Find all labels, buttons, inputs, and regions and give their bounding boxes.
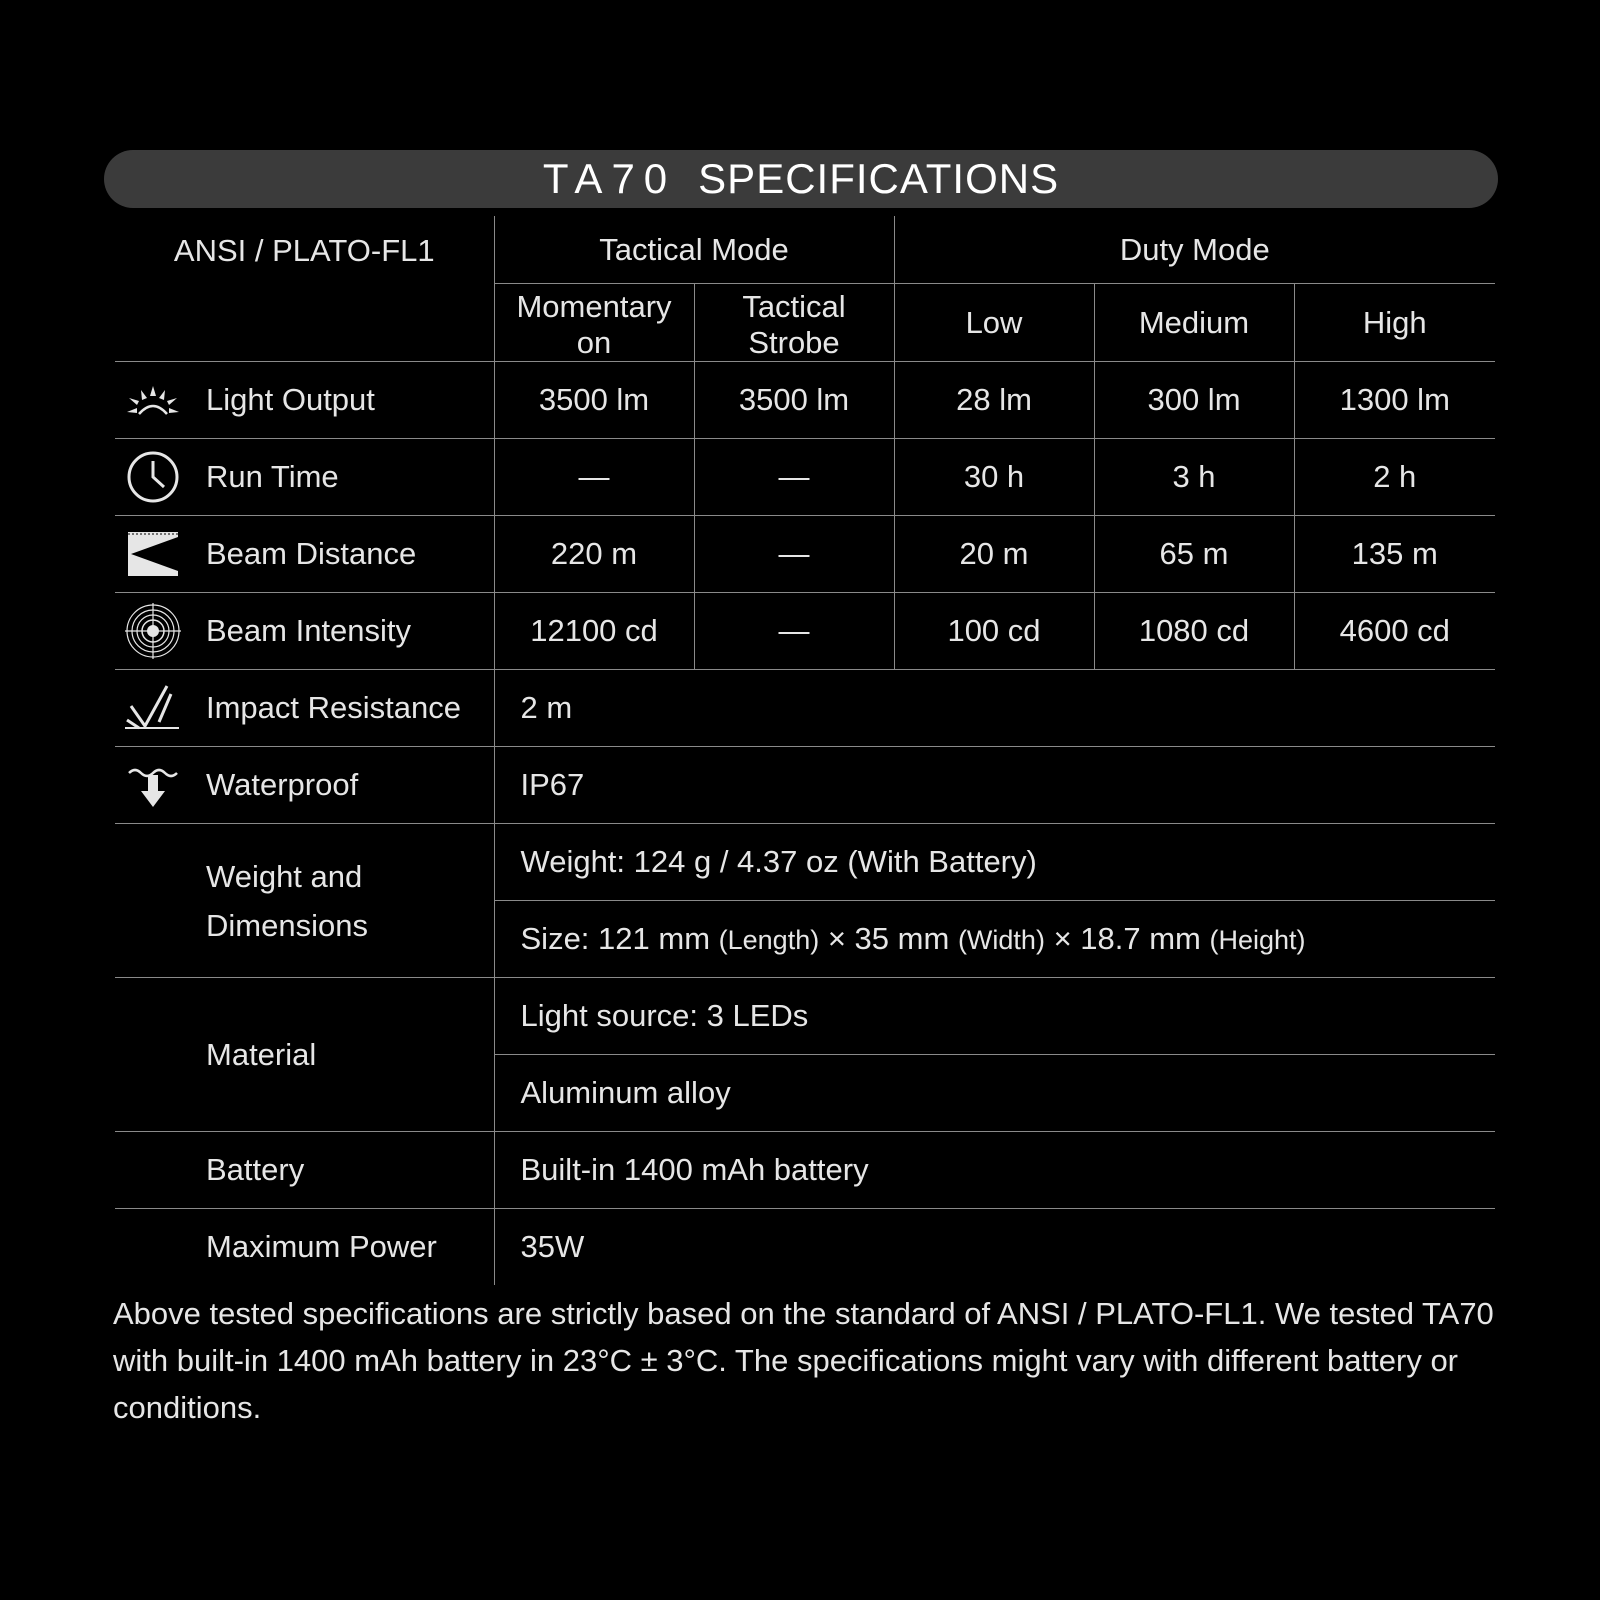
row-beam-distance — [115, 516, 1495, 593]
size-cell: Size: 121 mm (Length) × 35 mm (Width) × 18.7 mm (Height) — [494, 901, 1495, 978]
title-model: TA70 — [542, 155, 677, 202]
value-cell: 2 h — [1294, 439, 1495, 516]
label-battery: Battery — [115, 1132, 494, 1209]
value-cell: 2 m — [494, 670, 1495, 747]
spec-table — [115, 216, 1495, 1285]
value-cell: 35W — [494, 1209, 1495, 1286]
value-cell: 28 lm — [894, 362, 1094, 439]
waterproof-icon — [125, 757, 181, 813]
value-cell: — — [694, 593, 894, 670]
value-cell: — — [694, 439, 894, 516]
footnote: Above tested specifications are strictly based on the standard of ANSI / PLATO-FL1. We tested TA70 with built-in 1400 mAh battery in 23°C ± 3°C. The specifications might vary with different battery or conditions. — [113, 1296, 1494, 1425]
value-cell: — — [494, 439, 694, 516]
group-tactical-mode: Tactical Mode — [494, 216, 894, 284]
value-cell: 3500 lm — [694, 362, 894, 439]
value-cell: 3500 lm — [494, 362, 694, 439]
beam-distance-icon — [125, 526, 181, 582]
clock-icon — [125, 449, 181, 505]
value-cell: 3 h — [1094, 439, 1294, 516]
group-duty-mode: Duty Mode — [894, 216, 1495, 284]
label-material: Material — [115, 978, 494, 1132]
label-beam-distance: Beam Distance — [115, 516, 494, 593]
value-cell: 135 m — [1294, 516, 1495, 593]
label-light-output: Light Output — [115, 362, 494, 439]
row-beam-intensity — [115, 593, 1495, 670]
mode-low: Low — [894, 284, 1094, 362]
row-weight — [115, 824, 1495, 901]
title-label: SPECIFICATIONS — [698, 155, 1060, 202]
label-beam-intensity: Beam Intensity — [115, 593, 494, 670]
value-cell: Light source: 3 LEDs — [494, 978, 1495, 1055]
row-max-power — [115, 1209, 1495, 1286]
target-icon — [125, 603, 181, 659]
row-material-source — [115, 978, 1495, 1055]
value-cell: 100 cd — [894, 593, 1094, 670]
value-cell: 220 m — [494, 516, 694, 593]
row-run-time — [115, 439, 1495, 516]
value-cell: Aluminum alloy — [494, 1055, 1495, 1132]
row-waterproof — [115, 747, 1495, 824]
value-cell: 4600 cd — [1294, 593, 1495, 670]
impact-icon — [125, 680, 181, 736]
value-cell: 65 m — [1094, 516, 1294, 593]
mode-medium: Medium — [1094, 284, 1294, 362]
value-cell: 30 h — [894, 439, 1094, 516]
label-impact-resistance: Impact Resistance — [115, 670, 494, 747]
value-cell: 1300 lm — [1294, 362, 1495, 439]
standard-label: ANSI / PLATO-FL1 — [173, 232, 435, 268]
title-bar — [104, 150, 1498, 208]
value-cell: 12100 cd — [494, 593, 694, 670]
label-waterproof: Waterproof — [115, 747, 494, 824]
mode-momentary-on: Momentary on — [494, 284, 694, 362]
value-cell: Weight: 124 g / 4.37 oz (With Battery) — [494, 824, 1495, 901]
label-run-time: Run Time — [115, 439, 494, 516]
light-output-icon — [125, 372, 181, 428]
mode-high: High — [1294, 284, 1495, 362]
value-cell: IP67 — [494, 747, 1495, 824]
row-impact-resistance — [115, 670, 1495, 747]
value-cell: 20 m — [894, 516, 1094, 593]
row-light-output — [115, 362, 1495, 439]
label-weight-dimensions: Weight and Dimensions — [115, 824, 494, 978]
value-cell: 300 lm — [1094, 362, 1294, 439]
value-cell: Built-in 1400 mAh battery — [494, 1132, 1495, 1209]
value-cell: — — [694, 516, 894, 593]
header-row-groups — [115, 216, 1495, 284]
mode-tactical-strobe: Tactical Strobe — [694, 284, 894, 362]
label-max-power: Maximum Power — [115, 1209, 494, 1286]
value-cell: 1080 cd — [1094, 593, 1294, 670]
row-battery — [115, 1132, 1495, 1209]
